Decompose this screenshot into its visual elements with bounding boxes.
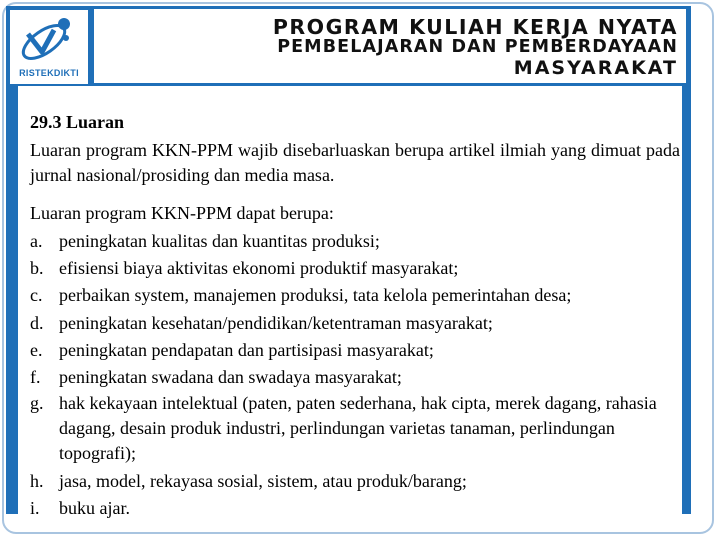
list-item: [30, 337, 680, 364]
section-heading: 29.3 Luaran: [30, 112, 125, 132]
list-item: [30, 282, 680, 309]
list-item-text: efisiensi biaya aktivitas ekonomi produktif masyarakat;: [59, 258, 459, 279]
output-paragraph: Luaran program KKN-PPM wajib disebarluaskan berupa artikel ilmiah yang dimuat pada jurnal nasional/prosiding dan media masa.: [30, 140, 680, 185]
list-marker: b.: [30, 258, 44, 279]
list-item-text: peningkatan kualitas dan kuantitas produksi;: [59, 231, 380, 251]
output-list: [30, 228, 680, 523]
left-accent-strip: [6, 86, 18, 514]
list-marker: g.: [30, 393, 44, 414]
list-marker: h.: [30, 471, 44, 492]
ristekdikti-emblem-icon: [14, 12, 84, 68]
list-item-text: jasa, model, rekayasa sosial, sistem, atau produk/barang;: [59, 471, 467, 492]
list-item: [30, 391, 680, 466]
list-marker: a.: [30, 231, 43, 251]
list-item-text: peningkatan swadana dan swadaya masyarakat;: [59, 367, 402, 388]
list-marker: e.: [30, 339, 43, 360]
list-item: [30, 310, 680, 337]
list-item-text: buku ajar.: [59, 498, 130, 519]
list-item-text: hak kekayaan intelektual (paten, paten sederhana, hak cipta, merek dagang, rahasia dagang, desain produk industri, perlindungan varietas tanaman, perlindungan topografi);: [59, 393, 657, 464]
list-item-text: peningkatan kesehatan/pendidikan/ketentraman masyarakat;: [59, 312, 493, 333]
list-marker: c.: [30, 285, 43, 306]
title-line-2: PEMBELAJARAN DAN PEMBERDAYAAN: [277, 37, 678, 57]
title-line-1: PROGRAM KULIAH KERJA NYATA: [272, 15, 678, 39]
list-intro: Luaran program KKN-PPM dapat berupa:: [30, 203, 334, 223]
right-accent-strip: [682, 86, 691, 514]
ristekdikti-logo: [9, 9, 89, 85]
list-item-text: perbaikan system, manajemen produksi, tata kelola pemerintahan desa;: [59, 285, 572, 306]
list-marker: d.: [30, 312, 44, 333]
list-marker: i.: [30, 498, 40, 519]
title-line-3: MASYARAKAT: [513, 57, 678, 79]
list-marker: f.: [30, 367, 41, 388]
document-content: [18, 100, 682, 519]
list-item-text: peningkatan pendapatan dan partisipasi masyarakat;: [59, 339, 434, 360]
list-item: [30, 255, 680, 282]
list-item: [30, 364, 680, 391]
list-item: [30, 228, 680, 255]
logo-text: RISTEKDIKTI: [19, 68, 79, 78]
title-box: [94, 9, 686, 83]
list-item: [30, 468, 680, 495]
list-item: [30, 495, 680, 522]
